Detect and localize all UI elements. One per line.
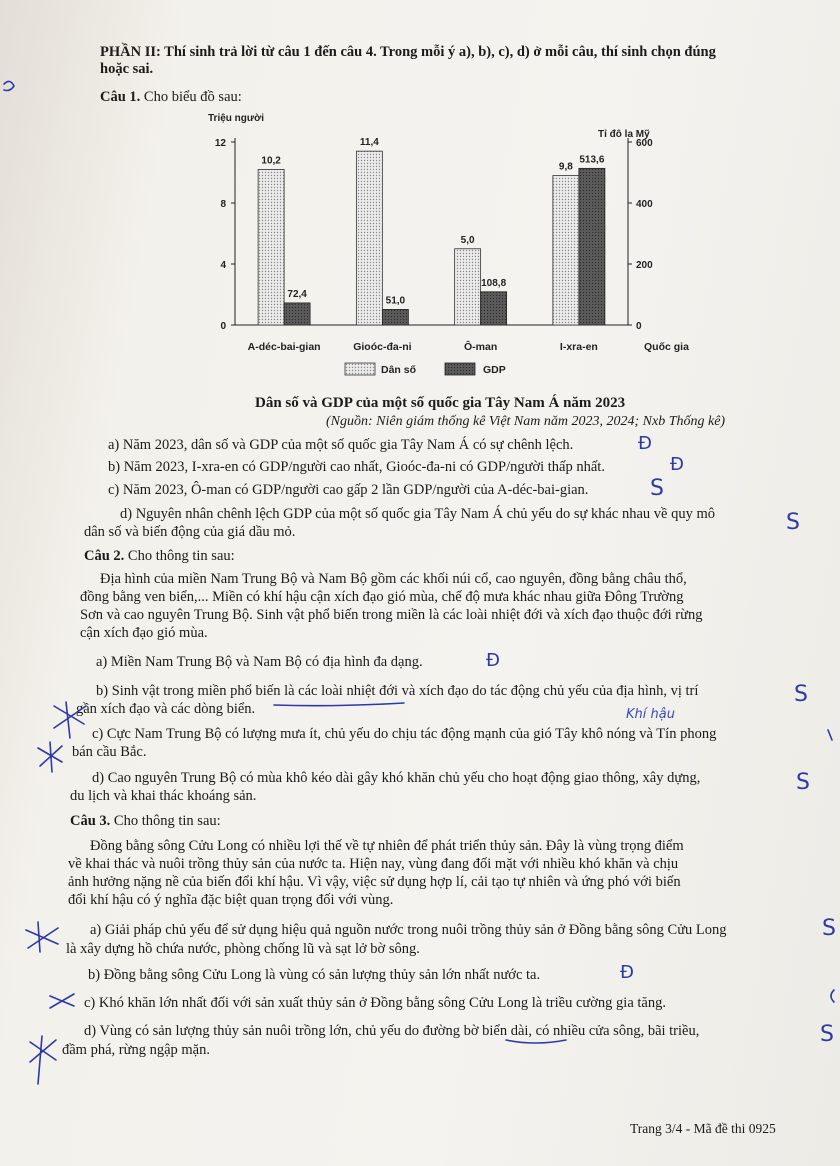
right-axis-title: Tỉ đô la Mỹ	[598, 129, 650, 140]
chart-caption: Dân số và GDP của một số quốc gia Tây Nam Á năm 2023	[255, 395, 626, 411]
gdp-bar-label: 72,4	[287, 288, 307, 300]
q3-paragraph-line: đổi khí hậu có ý nghĩa đặc biệt quan trọng đối với vùng.	[68, 892, 394, 908]
q1-option-b: b) Năm 2023, I-xra-en có GDP/người cao nhất, Gioóc-đa-ni có GDP/người thấp nhất.	[108, 459, 605, 475]
q2-option-c: c) Cực Nam Trung Bộ có lượng mưa ít, chủ yếu do chịu tác động mạnh của gió Tây khô nóng và Tín phong	[92, 726, 717, 742]
underline-stroke	[506, 1040, 566, 1043]
margin-scribble-icon	[828, 730, 832, 740]
left-axis-tick-label: 0	[220, 321, 226, 332]
right-axis-tick-label: 0	[636, 321, 642, 332]
gdp-bar-label: 108,8	[481, 277, 507, 289]
q3-prompt: Cho thông tin sau:	[113, 813, 221, 829]
left-axis-title: Triệu người	[208, 113, 265, 124]
gdp-bar-label: 51,0	[385, 295, 406, 307]
chart-source: (Nguồn: Niên giám thống kê Việt Nam năm 2023, 2024; Nxb Thống kê)	[326, 414, 726, 429]
cross-mark-icon	[54, 702, 86, 738]
handwritten-false-mark: S	[796, 770, 810, 795]
q3-paragraph-line: ảnh hưởng nặng nề của biến đổi khí hậu. Vì vậy, việc sử dụng hợp lí, cải tạo tự nhiên và ứng phó với biến	[68, 874, 681, 890]
population-bar-label: 5,0	[460, 234, 475, 246]
q3-option-d-cont: đầm phá, rừng ngập mặn.	[62, 1042, 210, 1058]
q3-paragraph-line: về khai thác và nuôi trồng thủy sản của nước ta. Hiện nay, vùng đang đối mặt với nhiều khó khăn và chịu	[68, 856, 679, 872]
q2-option-b: b) Sinh vật trong miền phổ biến là các loài nhiệt đới và xích đạo do tác động chủ yếu của địa hình, vị trí	[96, 683, 699, 699]
q3-paragraph-line: Đồng bằng sông Cửu Long có nhiều lợi thế về tự nhiên để phát triển thủy sản. Đây là vùng trọng điểm	[90, 838, 684, 854]
population-bar-label: 10,2	[261, 155, 281, 167]
q1-option-c: c) Năm 2023, Ô-man có GDP/người cao gấp 2 lần GDP/người của A-déc-bai-gian.	[108, 482, 589, 498]
x-axis-end-label: Quốc gia	[644, 341, 689, 353]
category-label: I-xra-en	[559, 341, 598, 353]
q2-option-b-cont: gần xích đạo và các dòng biển.	[76, 701, 256, 717]
population-bar-label: 11,4	[359, 137, 379, 149]
left-axis-tick-label: 8	[220, 199, 226, 210]
page-footer: Trang 3/4 - Mã đề thi 0925	[630, 1121, 776, 1136]
handwritten-false-mark: S	[786, 510, 800, 535]
cross-mark-icon	[38, 742, 62, 772]
q2-option-d-cont: du lịch và khai thác khoáng sản.	[70, 788, 257, 804]
handwritten-false-mark: S	[822, 916, 836, 941]
q3-option-b: b) Đồng bằng sông Cửu Long là vùng có sản lượng thủy sản lớn nhất nước ta.	[88, 967, 541, 983]
q3-label: Câu 3.	[70, 813, 111, 829]
q2-paragraph-line: Địa hình của miền Nam Trung Bộ và Nam Bộ gồm các khối núi cổ, cao nguyên, đồng bằng châu thổ,	[100, 571, 687, 587]
handwritten-true-mark: Đ	[638, 433, 652, 454]
handwritten-note: Khí hậu	[626, 707, 675, 722]
legend-label-population: Dân số	[381, 364, 417, 376]
handwritten-true-mark: Đ	[670, 454, 684, 475]
handwritten-true-mark: Đ	[486, 650, 500, 671]
q2-option-a: a) Miền Nam Trung Bộ và Nam Bộ có địa hình đa dạng.	[96, 654, 423, 670]
q2-option-c-cont: bán cầu Bắc.	[72, 744, 147, 760]
population-bar-label: 9,8	[558, 161, 573, 173]
q3-option-d: d) Vùng có sản lượng thủy sản nuôi trồng lớn, chủ yếu do đường bờ biển dài, có nhiều cửa sông, bãi triều,	[84, 1023, 700, 1039]
right-axis-tick-label: 600	[636, 138, 653, 149]
underline-stroke	[274, 703, 404, 706]
cross-mark-icon	[30, 1036, 56, 1084]
part-heading: PHẦN II: Thí sinh trả lời từ câu 1 đến câu 4. Trong mỗi ý a), b), c), d) ở mỗi câu, thí sinh chọn đúng	[100, 44, 716, 60]
q2-paragraph-line: cận xích đạo gió mùa.	[80, 625, 208, 641]
q1-option-d: d) Nguyên nhân chênh lệch GDP của một số quốc gia Tây Nam Á chủ yếu do sự khác nhau về quy mô	[120, 506, 715, 522]
cross-mark-icon	[26, 922, 58, 952]
category-label: Gioóc-đa-ni	[353, 341, 412, 353]
q3-option-a-cont: là xây dựng hồ chứa nước, phòng chống lũ và sạt lở bờ sông.	[66, 941, 420, 957]
gdp-bar-label: 513,6	[579, 154, 605, 166]
right-axis-tick-label: 400	[636, 199, 653, 210]
margin-scribble-icon	[4, 81, 14, 90]
legend-label-gdp: GDP	[483, 364, 506, 376]
handwritten-false-mark: S	[820, 1022, 834, 1047]
q1-label: Câu 1.	[100, 89, 141, 105]
handwritten-false-mark: S	[794, 682, 808, 707]
category-label: Ô-man	[463, 341, 498, 353]
q3-option-a: a) Giải pháp chủ yếu để sử dụng hiệu quả nguồn nước trong nuôi trồng thủy sản ở Đồng bằng sông Cửu Long	[90, 922, 727, 938]
q2-option-d: d) Cao nguyên Trung Bộ có mùa khô kéo dài gây khó khăn chủ yếu cho hoạt động giao thông, xây dựng,	[92, 770, 701, 786]
category-label: A-déc-bai-gian	[247, 341, 321, 353]
part-heading-cont: hoặc sai.	[100, 61, 154, 77]
q1-option-a: a) Năm 2023, dân số và GDP của một số quốc gia Tây Nam Á có sự chênh lệch.	[108, 437, 574, 453]
cross-mark-icon	[50, 994, 74, 1008]
q1-option-d-cont: dân số và biến động của giá dầu mỏ.	[84, 524, 296, 540]
q2-paragraph-line: đồng bằng ven biển,... Miền có khí hậu cận xích đạo gió mùa, chế độ mưa khác nhau giữa Đông Trường	[80, 589, 684, 605]
handwritten-true-mark: Đ	[620, 962, 634, 983]
q1-prompt: Cho biểu đồ sau:	[143, 89, 242, 105]
margin-scribble-icon	[831, 990, 834, 1002]
handwritten-false-mark: S	[650, 476, 664, 501]
left-axis-tick-label: 4	[220, 260, 226, 271]
q2-paragraph-line: Sơn và cao nguyên Trung Bộ. Sinh vật phổ biến trong miền là các loài nhiệt đới và xích đạo thuộc đới rừng	[80, 607, 703, 623]
q2-label: Câu 2.	[84, 548, 125, 564]
q3-option-c: c) Khó khăn lớn nhất đối với sản xuất thủy sản ở Đồng bằng sông Cửu Long là triều cường gia tăng.	[84, 995, 666, 1011]
q2-prompt: Cho thông tin sau:	[127, 548, 235, 564]
left-axis-tick-label: 12	[214, 138, 226, 149]
right-axis-tick-label: 200	[636, 260, 653, 271]
